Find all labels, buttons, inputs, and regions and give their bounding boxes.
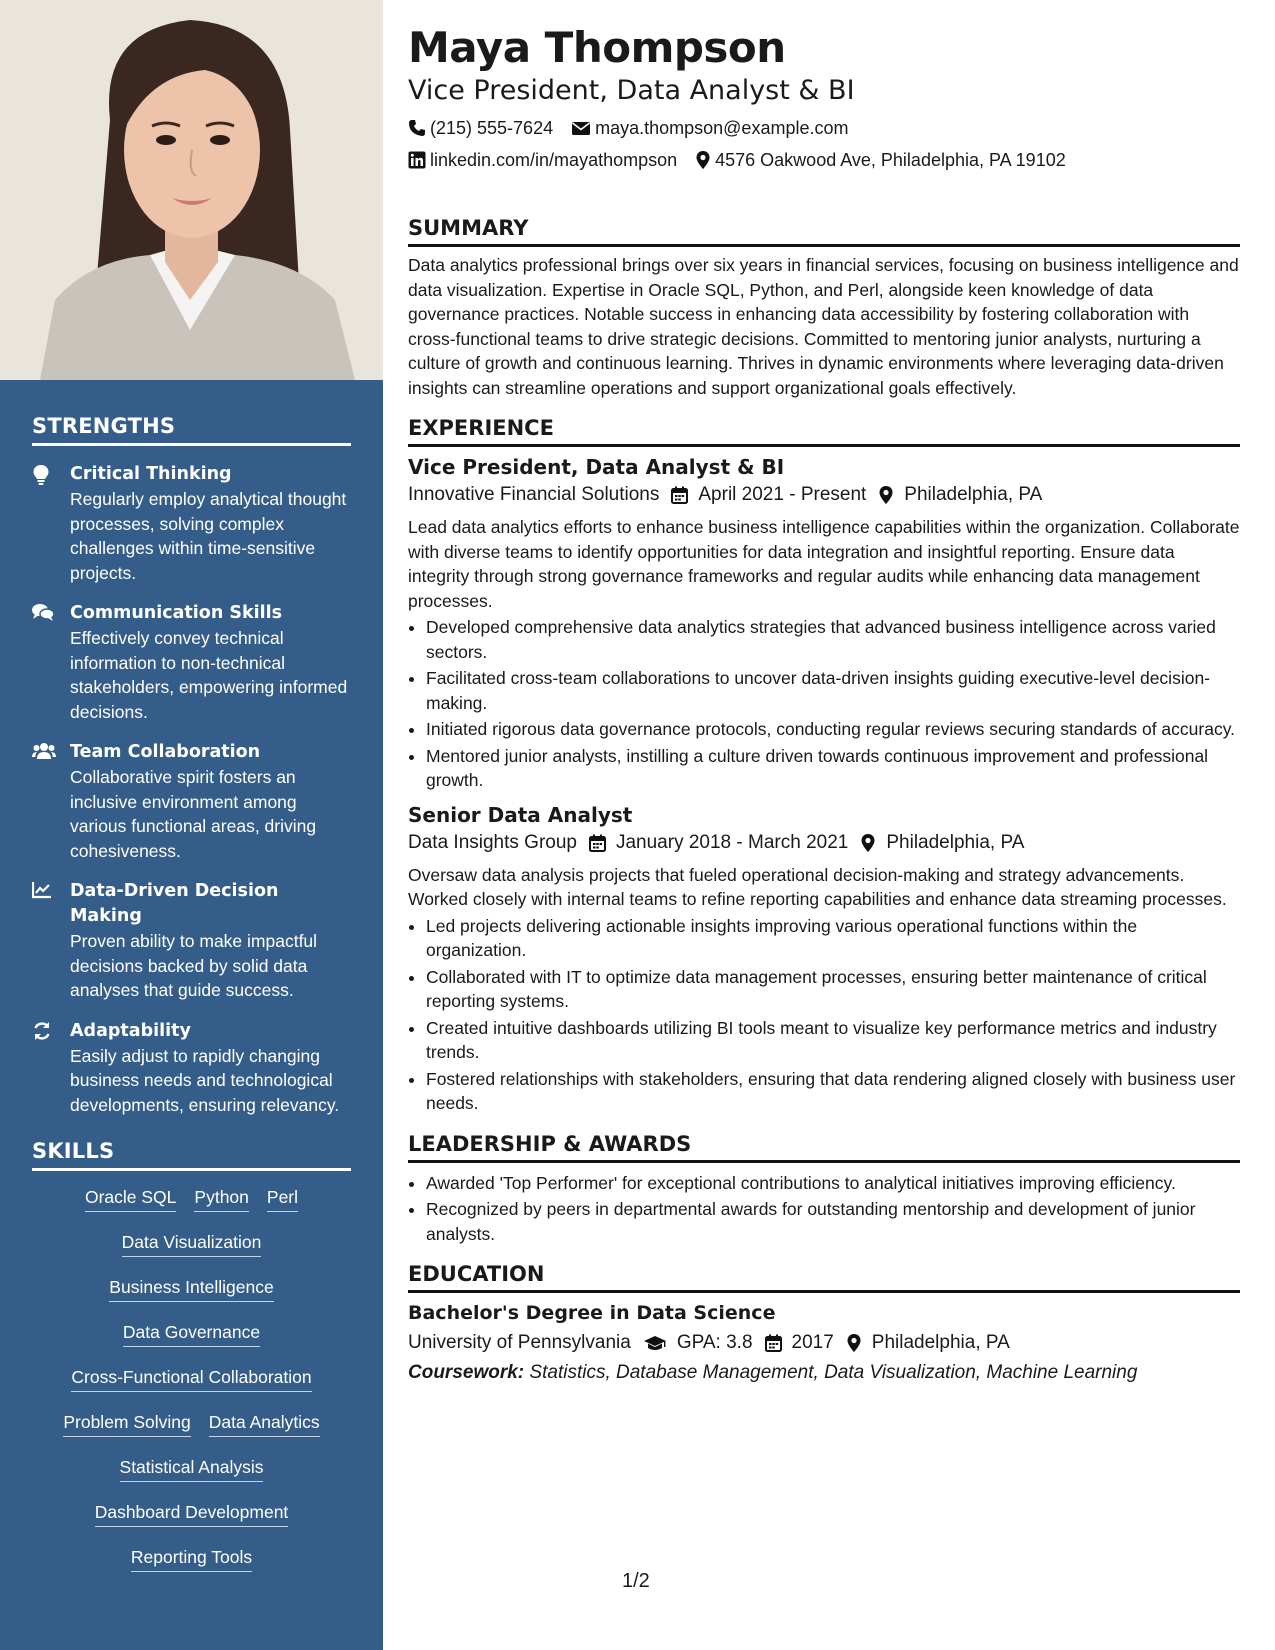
- list-item: • Created intuitive dashboards utilizing BI tools meant to visualize key performance metrics and industry trends.: [426, 1016, 1240, 1065]
- list-item: • Led projects delivering actionable insights improving various operational functions within the organization.: [426, 914, 1240, 963]
- job-location: Philadelphia, PA: [904, 484, 1043, 505]
- skill-tag: Data Analytics: [209, 1410, 320, 1437]
- leadership-section: [408, 1130, 1240, 1247]
- phone-icon: [408, 119, 426, 137]
- section-heading: LEADERSHIP & AWARDS: [408, 1130, 1240, 1163]
- strength-title: Critical Thinking: [70, 464, 232, 484]
- map-marker-icon: [878, 485, 894, 505]
- email-link[interactable]: maya.thompson@example.com: [595, 118, 849, 138]
- strength-item: [32, 740, 351, 863]
- list-item: • Initiated rigorous data governance protocols, conducting regular reviews securing standards of accuracy.: [426, 717, 1240, 742]
- profile-photo: [0, 0, 383, 380]
- degree-title: Bachelor's Degree in Data Science: [408, 1302, 776, 1324]
- school-name: University of Pennsylvania: [408, 1332, 631, 1353]
- users-icon: [32, 740, 70, 863]
- calendar-icon: [589, 834, 606, 852]
- comments-icon: [32, 601, 70, 724]
- skill-tag: Statistical Analysis: [120, 1455, 264, 1482]
- map-marker-icon: [860, 833, 876, 853]
- strength-item: [32, 462, 351, 585]
- skill-tag: Dashboard Development: [95, 1500, 289, 1527]
- list-item: • Recognized by peers in departmental awards for outstanding mentorship and development of junior analysts.: [426, 1197, 1240, 1246]
- strength-desc: Easily adjust to rapidly changing business needs and technological developments, ensuring relevancy.: [70, 1045, 340, 1115]
- main-content: [408, 22, 1240, 1387]
- list-item: • Collaborated with IT to optimize data management processes, ensuring better maintenance of critical reporting systems.: [426, 965, 1240, 1014]
- skill-tag: Oracle SQL: [85, 1185, 176, 1212]
- phone-text[interactable]: (215) 555-7624: [430, 118, 554, 138]
- summary-text: Data analytics professional brings over six years in financial services, focusing on business intelligence and data visualization. Expertise in Oracle SQL, Python, and Perl, alongside keen knowledge of data governance practices. Notable success in enhancing data accessibility by fostering collaboration with cross-functional teams to drive strategic decisions. Committed to mentoring junior analysts, nurturing a culture of growth and continuous learning. Thrives in dynamic environments where leveraging data-driven insights can streamline operations and support organizational goals effectively.: [408, 255, 1239, 398]
- list-item: • Facilitated cross-team collaborations to uncover data-driven insights guiding executive-level decision-making.: [426, 666, 1240, 715]
- strength-item: [32, 601, 351, 724]
- skill-tag: Problem Solving: [63, 1410, 190, 1437]
- strength-title: Communication Skills: [70, 603, 283, 623]
- job-location: Philadelphia, PA: [886, 831, 1025, 853]
- contact-row: [408, 116, 1240, 140]
- list-item: • Awarded 'Top Performer' for exceptional contributions to analytical initiatives improving efficiency.: [426, 1171, 1240, 1196]
- envelope-icon: [571, 120, 591, 136]
- strength-item: [32, 1019, 351, 1118]
- calendar-icon: [765, 1334, 782, 1352]
- strength-title: Team Collaboration: [70, 742, 261, 762]
- list-item: • Mentored junior analysts, instilling a culture driven towards continuous improvement and professional growth.: [426, 744, 1240, 793]
- sidebar: [0, 0, 383, 1650]
- gpa: GPA: 3.8: [676, 1332, 753, 1353]
- skill-tag: Data Visualization: [122, 1230, 262, 1257]
- list-item: • Developed comprehensive data analytics strategies that advanced business intelligence across varied sectors.: [426, 615, 1240, 664]
- skills-section: [0, 1139, 383, 1590]
- map-marker-icon: [846, 1333, 862, 1353]
- experience-section: [408, 414, 1240, 1116]
- skill-tag: Reporting Tools: [131, 1545, 252, 1572]
- section-heading: EXPERIENCE: [408, 414, 1240, 447]
- summary-section: [408, 214, 1240, 400]
- company-name: Innovative Financial Solutions: [408, 484, 660, 505]
- strength-desc: Regularly employ analytical thought processes, solving complex challenges within time-sensitive projects.: [70, 489, 347, 583]
- strength-desc: Effectively convey technical information to non-technical stakeholders, empowering informed decisions.: [70, 628, 348, 722]
- calendar-icon: [671, 486, 688, 504]
- skills-heading: SKILLS: [32, 1139, 351, 1171]
- skill-tag: Python: [194, 1185, 248, 1212]
- map-marker-icon: [695, 150, 711, 170]
- section-heading: EDUCATION: [408, 1260, 1240, 1293]
- strength-title: Adaptability: [70, 1020, 191, 1041]
- contact-row: [408, 148, 1240, 172]
- skill-tag: Business Intelligence: [109, 1275, 273, 1302]
- job-entry: [408, 801, 1240, 1116]
- lightbulb-icon: [32, 462, 70, 585]
- page-number: 1/2: [622, 1570, 650, 1592]
- sync-icon: [32, 1019, 70, 1118]
- job-dates: April 2021 - Present: [698, 484, 867, 505]
- graduation-cap-icon: [643, 1335, 667, 1352]
- strength-title: Data-Driven Decision Making: [70, 881, 279, 926]
- job-dates: January 2018 - March 2021: [615, 831, 849, 853]
- chart-line-icon: [32, 879, 70, 1003]
- company-name: Data Insights Group: [408, 831, 577, 853]
- strengths-section: [0, 414, 383, 1117]
- education-section: [408, 1260, 1240, 1387]
- skill-tag: Perl: [267, 1185, 298, 1212]
- linkedin-icon: [408, 151, 426, 169]
- job-entry: [408, 453, 1240, 793]
- skill-tag: Data Governance: [123, 1320, 260, 1347]
- candidate-name: Maya Thompson: [408, 23, 786, 72]
- strength-desc: Collaborative spirit fosters an inclusive environment among various functional areas, driving cohesiveness.: [70, 767, 317, 861]
- job-description: Lead data analytics efforts to enhance business intelligence capabilities within the organization. Collaborate with diverse teams to identify opportunities for data integration and insightful reporting. Ensure data integrity through strong governance frameworks and regular audits while enhancing data management processes.: [408, 517, 1240, 611]
- linkedin-link[interactable]: linkedin.com/in/mayathompson: [430, 150, 678, 170]
- strengths-heading: STRENGTHS: [32, 414, 351, 446]
- list-item: • Fostered relationships with stakeholders, ensuring that data rendering aligned closely with business user needs.: [426, 1067, 1240, 1116]
- strength-item: [32, 879, 351, 1003]
- job-description: Oversaw data analysis projects that fueled operational decision-making and strategy advancements. Worked closely with internal teams to refine reporting capabilities and enhance data streaming processes.: [408, 864, 1227, 909]
- coursework-label: Coursework:: [408, 1362, 525, 1383]
- grad-year: 2017: [791, 1332, 834, 1353]
- strength-desc: Proven ability to make impactful decisions backed by solid data analyses that guide success.: [70, 931, 318, 1000]
- skill-tag: Cross-Functional Collaboration: [71, 1365, 311, 1392]
- address-text: 4576 Oakwood Ave, Philadelphia, PA 19102: [715, 150, 1066, 170]
- school-location: Philadelphia, PA: [871, 1332, 1010, 1353]
- candidate-title: Vice President, Data Analyst & BI: [408, 75, 855, 106]
- coursework: [408, 1359, 1240, 1387]
- job-title: Vice President, Data Analyst & BI: [408, 455, 785, 479]
- job-title: Senior Data Analyst: [408, 802, 633, 827]
- coursework-list: Statistics, Database Management, Data Visualization, Machine Learning: [529, 1362, 1138, 1383]
- section-heading: SUMMARY: [408, 214, 1240, 247]
